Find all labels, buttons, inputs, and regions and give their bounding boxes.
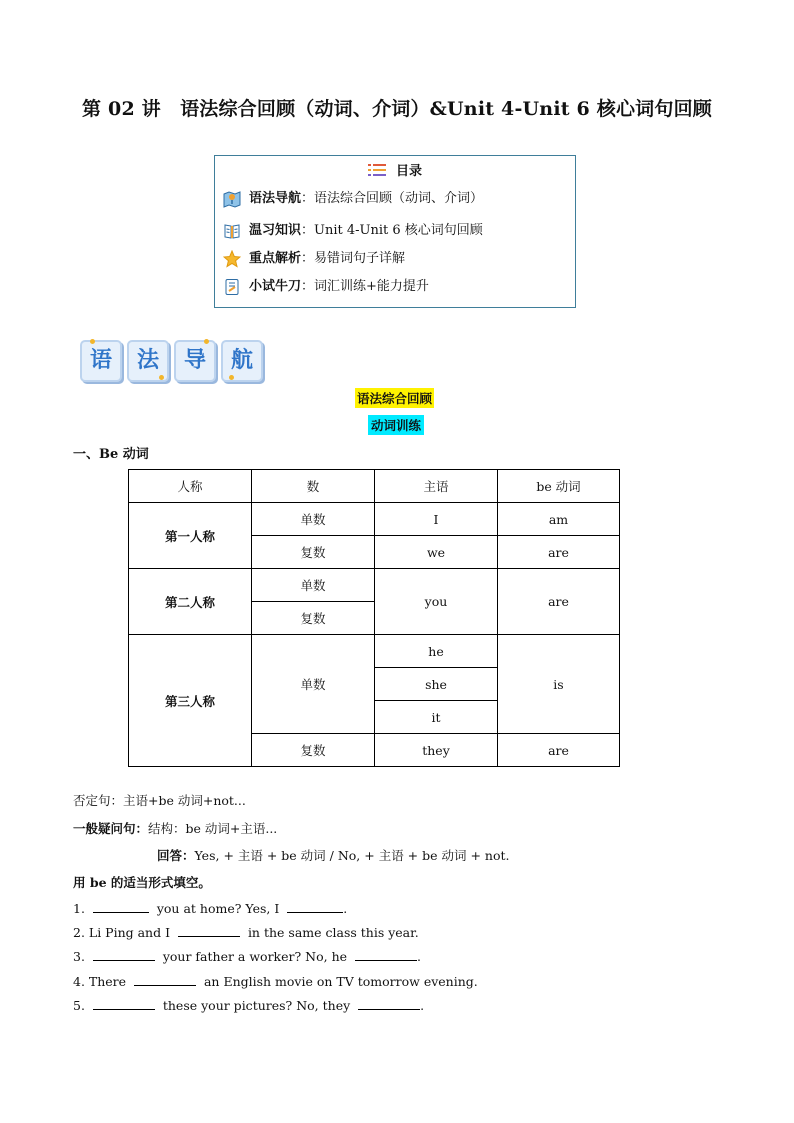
book-icon <box>223 222 241 240</box>
exercise-item: 4. There an English movie on TV tomorrow evening. <box>73 974 478 989</box>
negative-rule: 否定句：主语+be 动词+not... <box>73 793 246 808</box>
answer-blank[interactable] <box>355 948 417 961</box>
number-cell: 复数 <box>252 602 375 635</box>
table-of-contents <box>214 155 576 308</box>
col-header: 主语 <box>375 470 498 503</box>
star-icon <box>223 250 241 268</box>
toc-item-grammar[interactable]: 语法导航：语法综合回顾（动词、介词） <box>223 188 483 210</box>
highlight-heading: 语法综合回顾 <box>355 388 434 408</box>
answer-blank[interactable] <box>93 948 155 961</box>
person-cell: 第二人称 <box>129 569 252 635</box>
table-row <box>129 635 620 668</box>
table-row <box>129 503 620 536</box>
subject-cell: she <box>375 668 498 701</box>
be-cell: are <box>498 536 620 569</box>
subject-cell: you <box>375 569 498 635</box>
list-icon <box>368 163 386 181</box>
table-header-row <box>129 470 620 503</box>
section-heading: 一、Be 动词 <box>73 447 149 462</box>
banner-tile: 导 <box>174 340 216 382</box>
toc-item-analysis[interactable]: 重点解析：易错词句子详解 <box>223 248 405 270</box>
be-cell: is <box>498 635 620 734</box>
exercise-item: 2. Li Ping and I in the same class this year. <box>73 925 419 940</box>
col-header: be 动词 <box>498 470 620 503</box>
answer-blank[interactable] <box>93 900 149 913</box>
highlight-subheading: 动词训练 <box>368 415 424 435</box>
table-row <box>129 569 620 602</box>
exercise-item: 1. you at home? Yes, I . <box>73 901 348 916</box>
be-cell: are <box>498 734 620 767</box>
subject-cell: we <box>375 536 498 569</box>
number-cell: 复数 <box>252 536 375 569</box>
exercise-instruction: 用 be 的适当形式填空。 <box>73 875 211 890</box>
col-header: 人称 <box>129 470 252 503</box>
answer-blank[interactable] <box>178 924 240 937</box>
subject-cell: it <box>375 701 498 734</box>
answer-rule: 回答：Yes, + 主语 + be 动词 / No, + 主语 + be 动词 + not. <box>157 848 510 863</box>
person-cell: 第一人称 <box>129 503 252 569</box>
quiz-icon <box>223 278 241 296</box>
col-header: 数 <box>252 470 375 503</box>
question-rule: 一般疑问句：结构：be 动词+主语... <box>73 821 278 836</box>
map-icon <box>223 190 241 208</box>
answer-blank[interactable] <box>134 973 196 986</box>
be-verb-table <box>128 469 620 767</box>
be-cell: are <box>498 569 620 635</box>
exercise-item: 3. your father a worker? No, he . <box>73 949 421 964</box>
answer-blank[interactable] <box>287 900 343 913</box>
number-cell: 单数 <box>252 503 375 536</box>
subject-cell: I <box>375 503 498 536</box>
subject-cell: they <box>375 734 498 767</box>
number-cell: 复数 <box>252 734 375 767</box>
banner-tile: 语 <box>80 340 122 382</box>
number-cell: 单数 <box>252 635 375 734</box>
person-cell: 第三人称 <box>129 635 252 767</box>
subject-cell: he <box>375 635 498 668</box>
toc-item-practice[interactable]: 小试牛刀：词汇训练+能力提升 <box>223 276 429 298</box>
be-cell: am <box>498 503 620 536</box>
banner-tile: 航 <box>221 340 263 382</box>
banner-tile: 法 <box>127 340 169 382</box>
toc-heading: 目录 <box>215 160 575 181</box>
answer-blank[interactable] <box>93 997 155 1010</box>
number-cell: 单数 <box>252 569 375 602</box>
answer-blank[interactable] <box>358 997 420 1010</box>
toc-item-review[interactable]: 温习知识：Unit 4-Unit 6 核心词句回顾 <box>223 220 483 242</box>
page-title: 第 02 讲 语法综合回顾（动词、介词）&Unit 4-Unit 6 核心词句回顾 <box>82 98 712 120</box>
exercise-item: 5. these your pictures? No, they . <box>73 998 425 1013</box>
